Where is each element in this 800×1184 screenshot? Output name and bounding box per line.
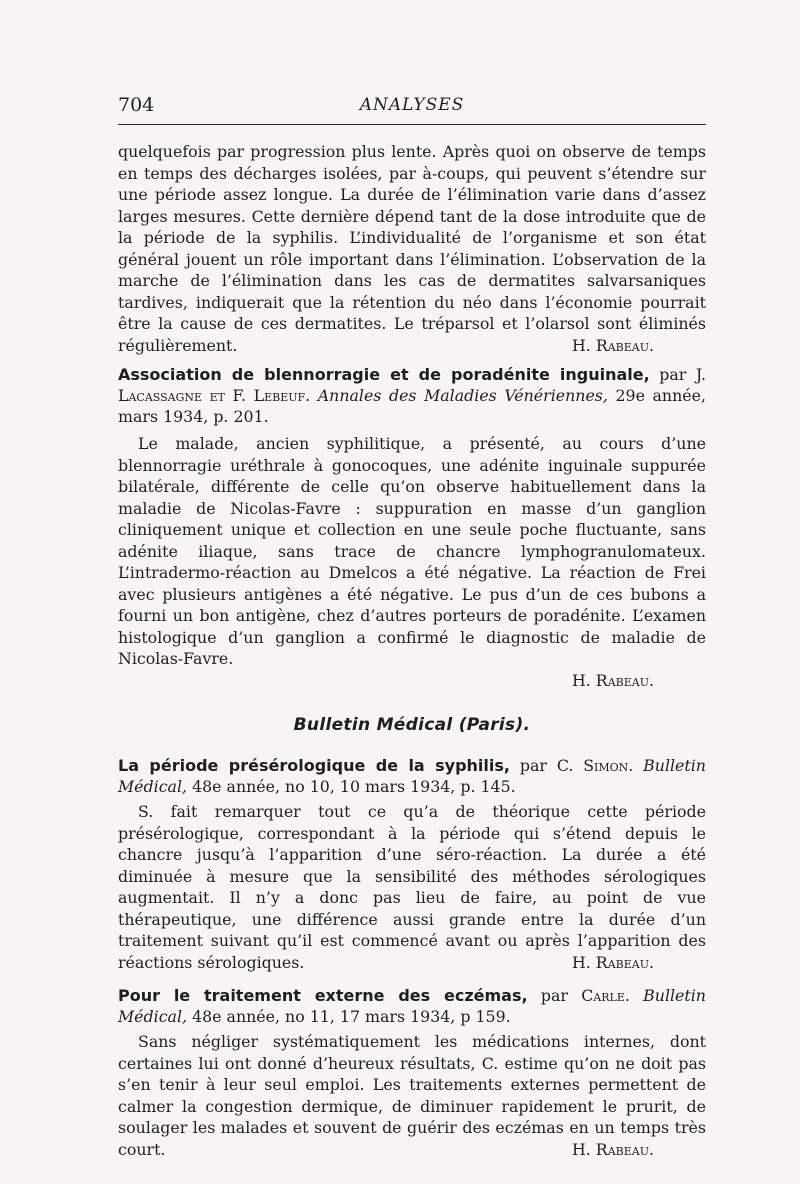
intro-paragraph (118, 141, 706, 356)
article-3-heading (118, 985, 706, 1027)
article-1-journal: Annales des Maladies Vénériennes, (317, 386, 608, 405)
article-2-title: La période présérologique de la syphilis, (118, 756, 510, 775)
article-2 (118, 755, 706, 973)
article-1-signature-text: H. Rabeau. (571, 670, 654, 690)
intro-signature (572, 335, 654, 357)
article-2-body (118, 801, 706, 973)
page-header (118, 94, 706, 125)
article-3-body (118, 1031, 706, 1160)
article-1-signature (118, 670, 706, 692)
article-1-ref: 29e année, mars 1934, p. 201. (118, 386, 706, 426)
article-2-by: par (519, 756, 547, 775)
article-2-journal: Bulletin Médical, (118, 756, 706, 796)
article-3 (118, 985, 706, 1160)
article-3-by: par (540, 986, 568, 1005)
article-1-body: Le malade, ancien syphilitique, a présenté, au cours d’une blennorragie uréthrale à gonocoques, une adénite inguinale suppurée bilatérale, différente de celle qu’on observe habituellement dans la maladie de Nicolas-Favre : suppuration en masse d’un ganglion cliniquement unique et collection en une seule poche fluctuante, sans adénite iliaque, sans trace de chancre lymphogranulomateux. L’intradermo-réaction au Dmelcos a été négative. La réaction de Frei avec plusieurs antigènes a été négative. Le pus d’un de ces bubons a fourni un bon antigène, chez d’autres porteurs de poradénite. L’examen histologique d’un ganglion a confirmé le diagnostic de maladie de Nicolas-Favre. (118, 434, 706, 668)
article-1-by: par (659, 365, 687, 384)
page-content (118, 141, 706, 1160)
running-head: ANALYSES (359, 95, 465, 115)
article-3-ref: 48e année, no 11, 17 mars 1934, p 159. (192, 1007, 511, 1026)
article-2-ref: 48e année, no 10, 10 mars 1934, p. 145. (192, 777, 516, 796)
article-1-heading (118, 364, 706, 427)
section-title: Bulletin Médical (Paris). (293, 715, 531, 735)
article-2-body-text: S. fait remarquer tout ce qu’a de théorique cette période présérologique, correspondant à la période qui s’étend depuis le chancre jusqu’à l’apparition d’une séro-réaction. La durée a été diminuée à mesure que la sensibilité des méthodes sérologiques augmentait. Il n’y a donc pas lieu de faire, au point de vue thérapeutique, une différence aussi grande entre la durée d’un traitement suivant qu’il est commencé avant ou après l’apparition des réactions sérologiques. (118, 802, 706, 972)
article-1-title: Association de blennorragie et de poradénite inguinale, (118, 365, 650, 384)
article-3-signature (552, 1139, 654, 1161)
intro-text: quelquefois par progression plus lente. Après quoi on observe de temps en temps des décharges isolées, par à-coups, qui peuvent s’étendre sur une période assez longue. La durée de l’élimination varie dans d’assez larges mesures. Cette dernière dépend tant de la dose introduite que de la période de la syphilis. L’individualité de l’organisme et son état général jouent un rôle important dans l’élimination. L’observation de la marche de l’élimination dans les cas de dermatites salvarsaniques tardives, indiquerait que la rétention du néo dans l’économie pourrait être la cause de ces dermatites. Le tréparsol et l’olarsol sont éliminés régulièrement. (118, 142, 706, 355)
article-1-authors: J. Lacassagne et F. Lebeuf. (118, 365, 706, 405)
article-2-signature-text: H. Rabeau. (571, 952, 654, 972)
article-2-heading (118, 755, 706, 797)
article-3-journal: Bulletin Médical, (118, 986, 706, 1026)
article-3-body-text: Sans négliger systématiquement les médications internes, dont certaines lui ont donné d’heureux résultats, C. estime qu’on ne doit pas s’en tenir à leur seul emploi. Les traitements externes permettent de calmer la congestion dermique, de diminuer rapidement le prurit, de soulager les malades et souvent de guérir des eczémas en un temps très court. (118, 1032, 706, 1159)
article-2-signature (552, 952, 654, 974)
page-number: 704 (118, 94, 155, 116)
article-3-signature-text: H. Rabeau. (571, 1139, 654, 1159)
intro-signature-initial: H. (571, 335, 591, 355)
article-1 (118, 364, 706, 691)
article-3-authors: Carle. (581, 986, 630, 1005)
article-3-title: Pour le traitement externe des eczémas, (118, 986, 528, 1005)
intro-signature-name: Rabeau. (595, 335, 654, 355)
article-2-authors: C. Simon. (556, 756, 634, 775)
